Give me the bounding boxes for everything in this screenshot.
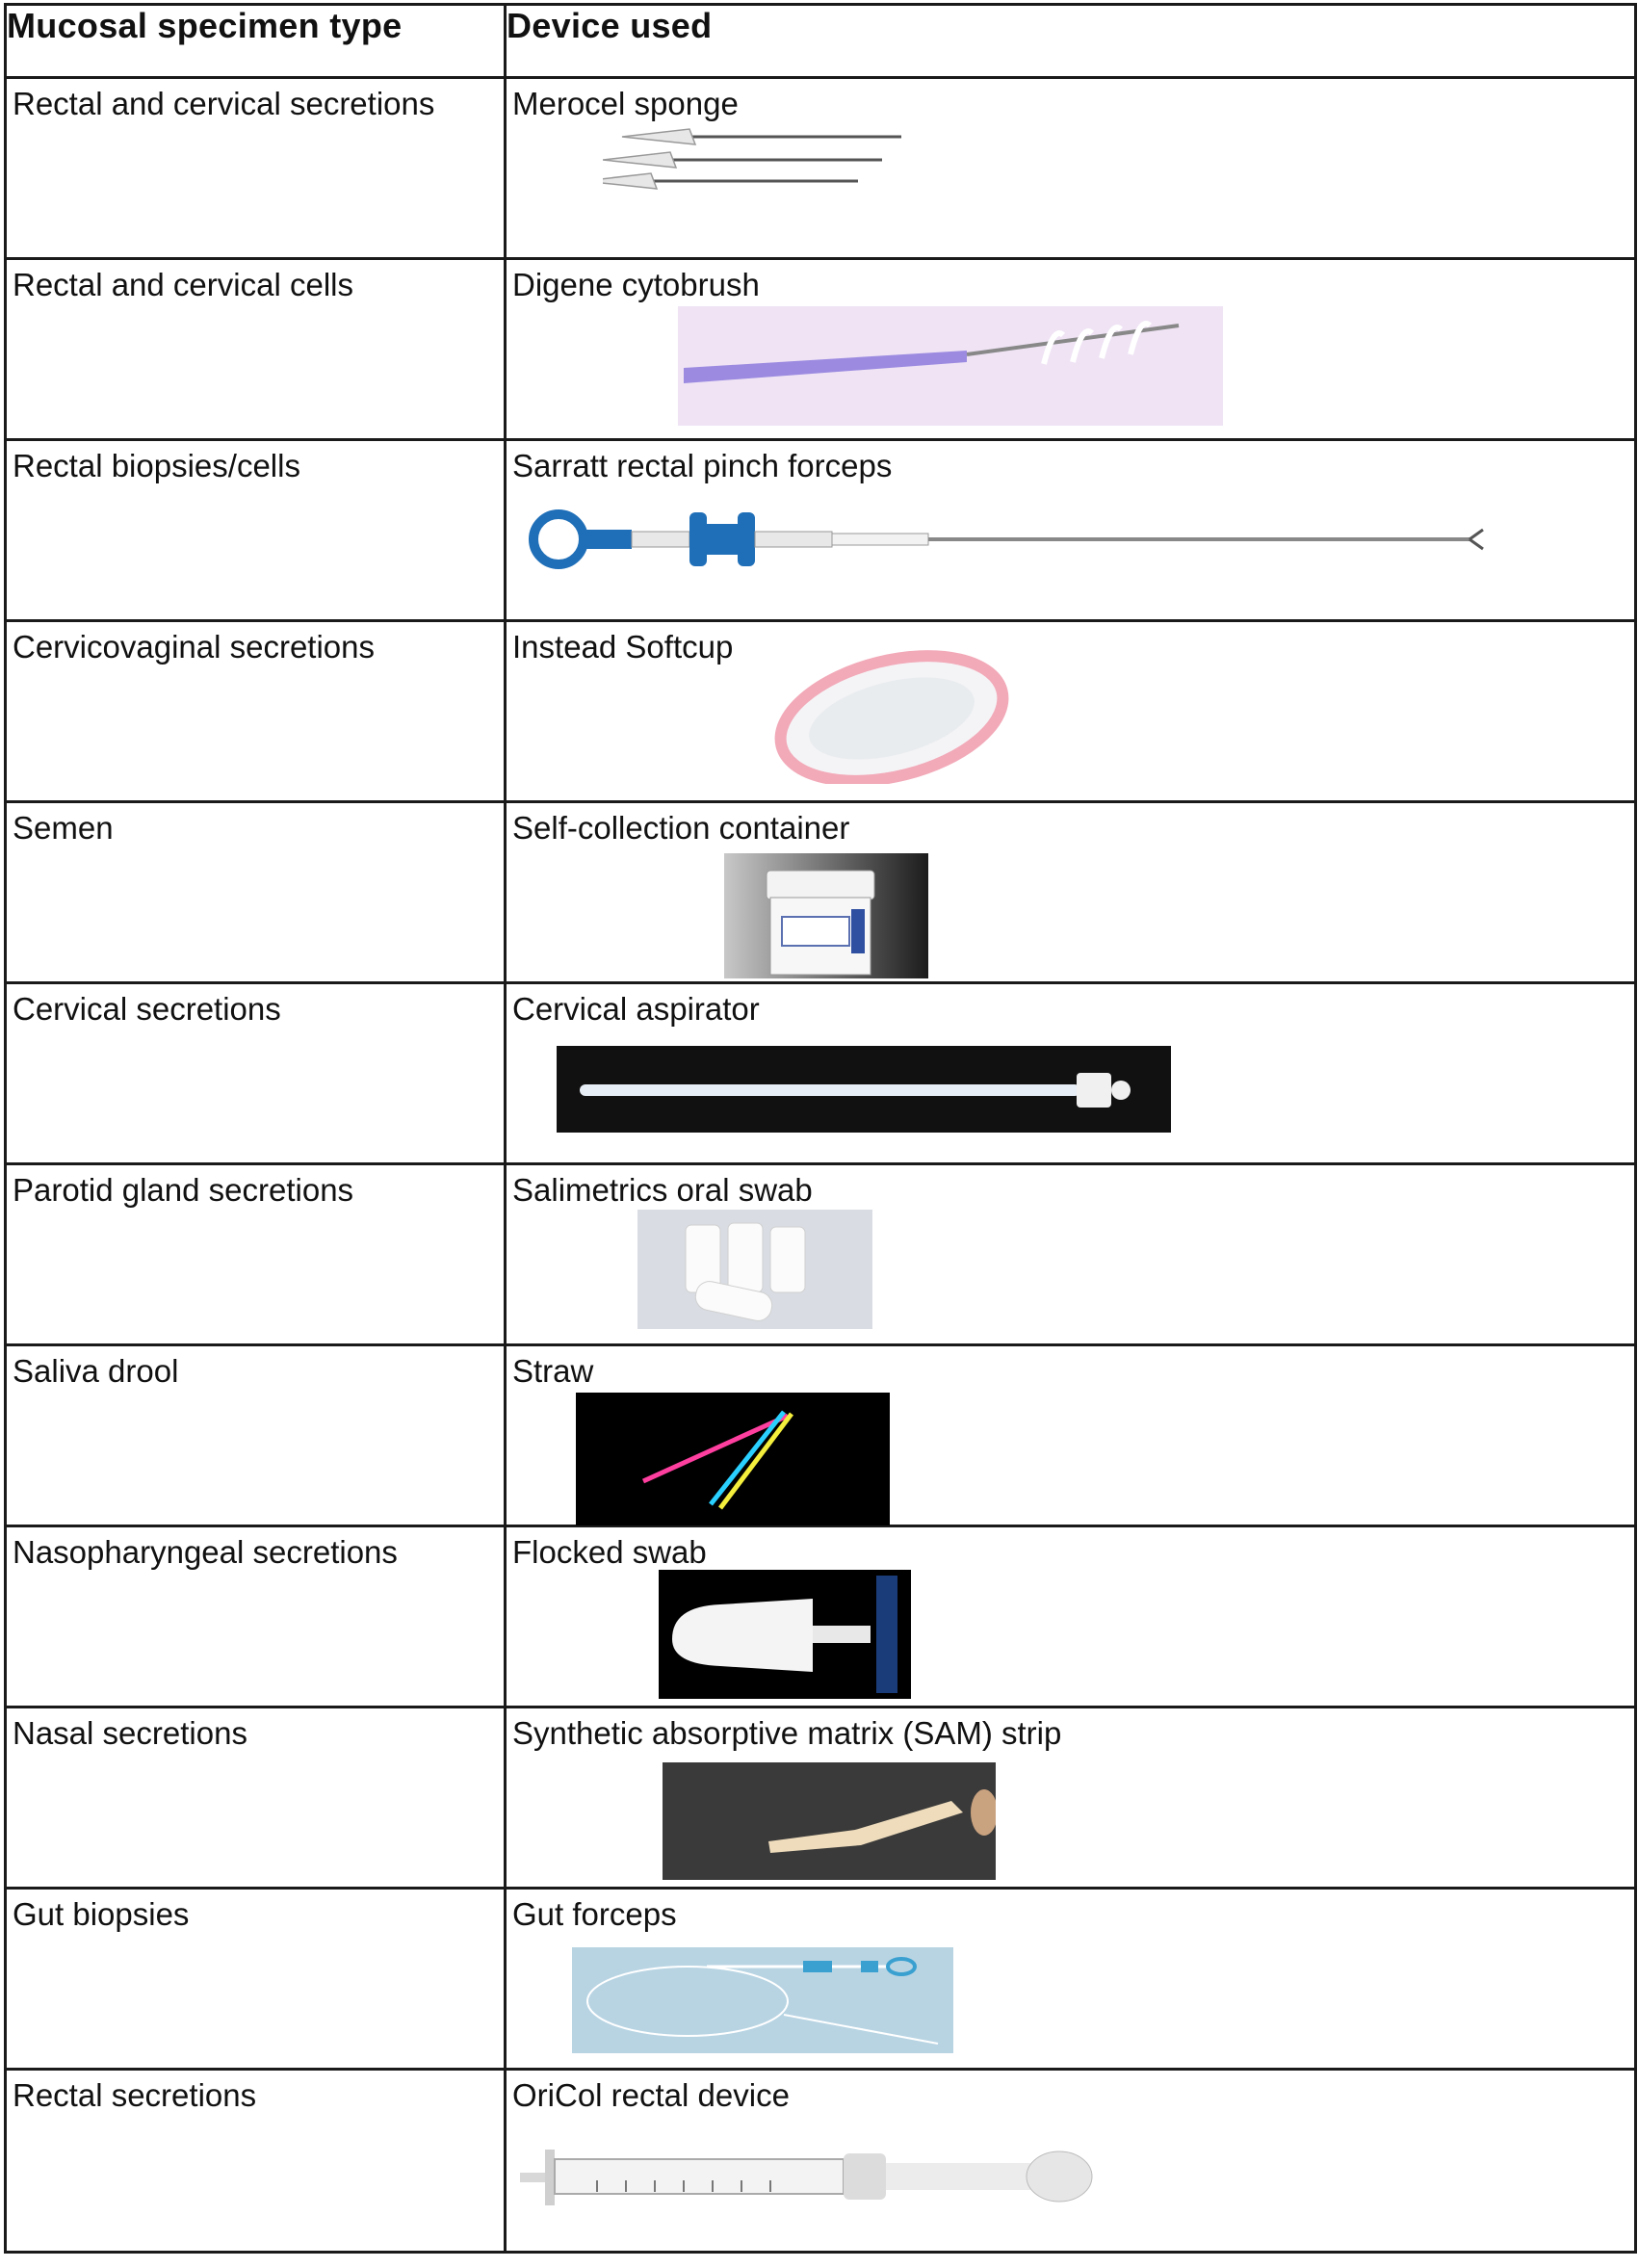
table-row [6,1708,1636,1889]
device-label: Instead Softcup [512,629,734,665]
device-label: Sarratt rectal pinch forceps [512,448,893,483]
straw-icon [576,1393,890,1525]
device-label: Self-collection container [512,810,850,846]
device-cell [506,2070,1636,2253]
table-row [6,621,1636,802]
device-label: Cervical aspirator [512,991,760,1027]
cytobrush-icon [678,306,1223,426]
specimen-label: Nasal secretions [13,1715,247,1751]
specimen-cell [6,1526,506,1708]
specimen-label: Parotid gland secretions [13,1172,354,1208]
specimen-label: Nasopharyngeal secretions [13,1534,398,1570]
header-device-used: Device used [506,5,1636,78]
header-specimen-type: Mucosal specimen type [6,5,506,78]
specimen-device-table [4,3,1637,2254]
table-header-row [6,5,1636,78]
device-label: Flocked swab [512,1534,707,1570]
device-cell [506,983,1636,1164]
table-row [6,78,1636,259]
specimen-label: Cervicovaginal secretions [13,629,376,665]
specimen-label: Semen [13,810,114,846]
specimen-label: Saliva drool [13,1353,179,1389]
device-cell [506,1889,1636,2070]
specimen-cell [6,802,506,983]
specimen-cell [6,1345,506,1526]
device-label: Gut forceps [512,1896,677,1932]
device-label: Digene cytobrush [512,267,760,302]
specimen-label: Cervical secretions [13,991,281,1027]
device-cell [506,1708,1636,1889]
device-label: OriCol rectal device [512,2077,790,2113]
device-label: Salimetrics oral swab [512,1172,813,1208]
specimen-cell [6,1889,506,2070]
device-cell [506,1345,1636,1526]
specimen-cell [6,1164,506,1345]
cervical-aspirator-icon [557,1046,1171,1133]
flocked-swab-icon [659,1570,911,1699]
specimen-cell [6,621,506,802]
table-row [6,259,1636,440]
device-cell [506,1164,1636,1345]
device-cell [506,440,1636,621]
specimen-cell [6,440,506,621]
specimen-cell [6,78,506,259]
specimen-label: Rectal and cervical secretions [13,86,435,121]
specimen-label: Rectal biopsies/cells [13,448,300,483]
table-row [6,1164,1636,1345]
softcup-icon [767,649,1017,784]
pinch-forceps-icon [526,501,1489,587]
device-cell [506,78,1636,259]
device-cell [506,259,1636,440]
specimen-cell [6,259,506,440]
specimen-cell [6,2070,506,2253]
oricol-device-icon [520,2130,1098,2244]
specimen-cell [6,983,506,1164]
table-row [6,1345,1636,1526]
specimen-label: Rectal and cervical cells [13,267,353,302]
table-row [6,440,1636,621]
oral-swab-icon [637,1210,872,1329]
gut-forceps-icon [572,1947,953,2053]
specimen-cell [6,1708,506,1889]
device-label: Merocel sponge [512,86,739,121]
merocel-sponge-icon [603,123,949,239]
table-row [6,1889,1636,2070]
device-cell [506,621,1636,802]
table-row [6,802,1636,983]
specimen-label: Gut biopsies [13,1896,190,1932]
device-cell [506,1526,1636,1708]
device-label: Straw [512,1353,594,1389]
specimen-label: Rectal secretions [13,2077,257,2113]
sam-strip-icon [663,1762,996,1880]
device-label: Synthetic absorptive matrix (SAM) strip [512,1715,1062,1751]
table-row [6,983,1636,1164]
table-row [6,1526,1636,1708]
device-cell [506,802,1636,983]
table-row [6,2070,1636,2253]
collection-container-icon [724,853,928,978]
